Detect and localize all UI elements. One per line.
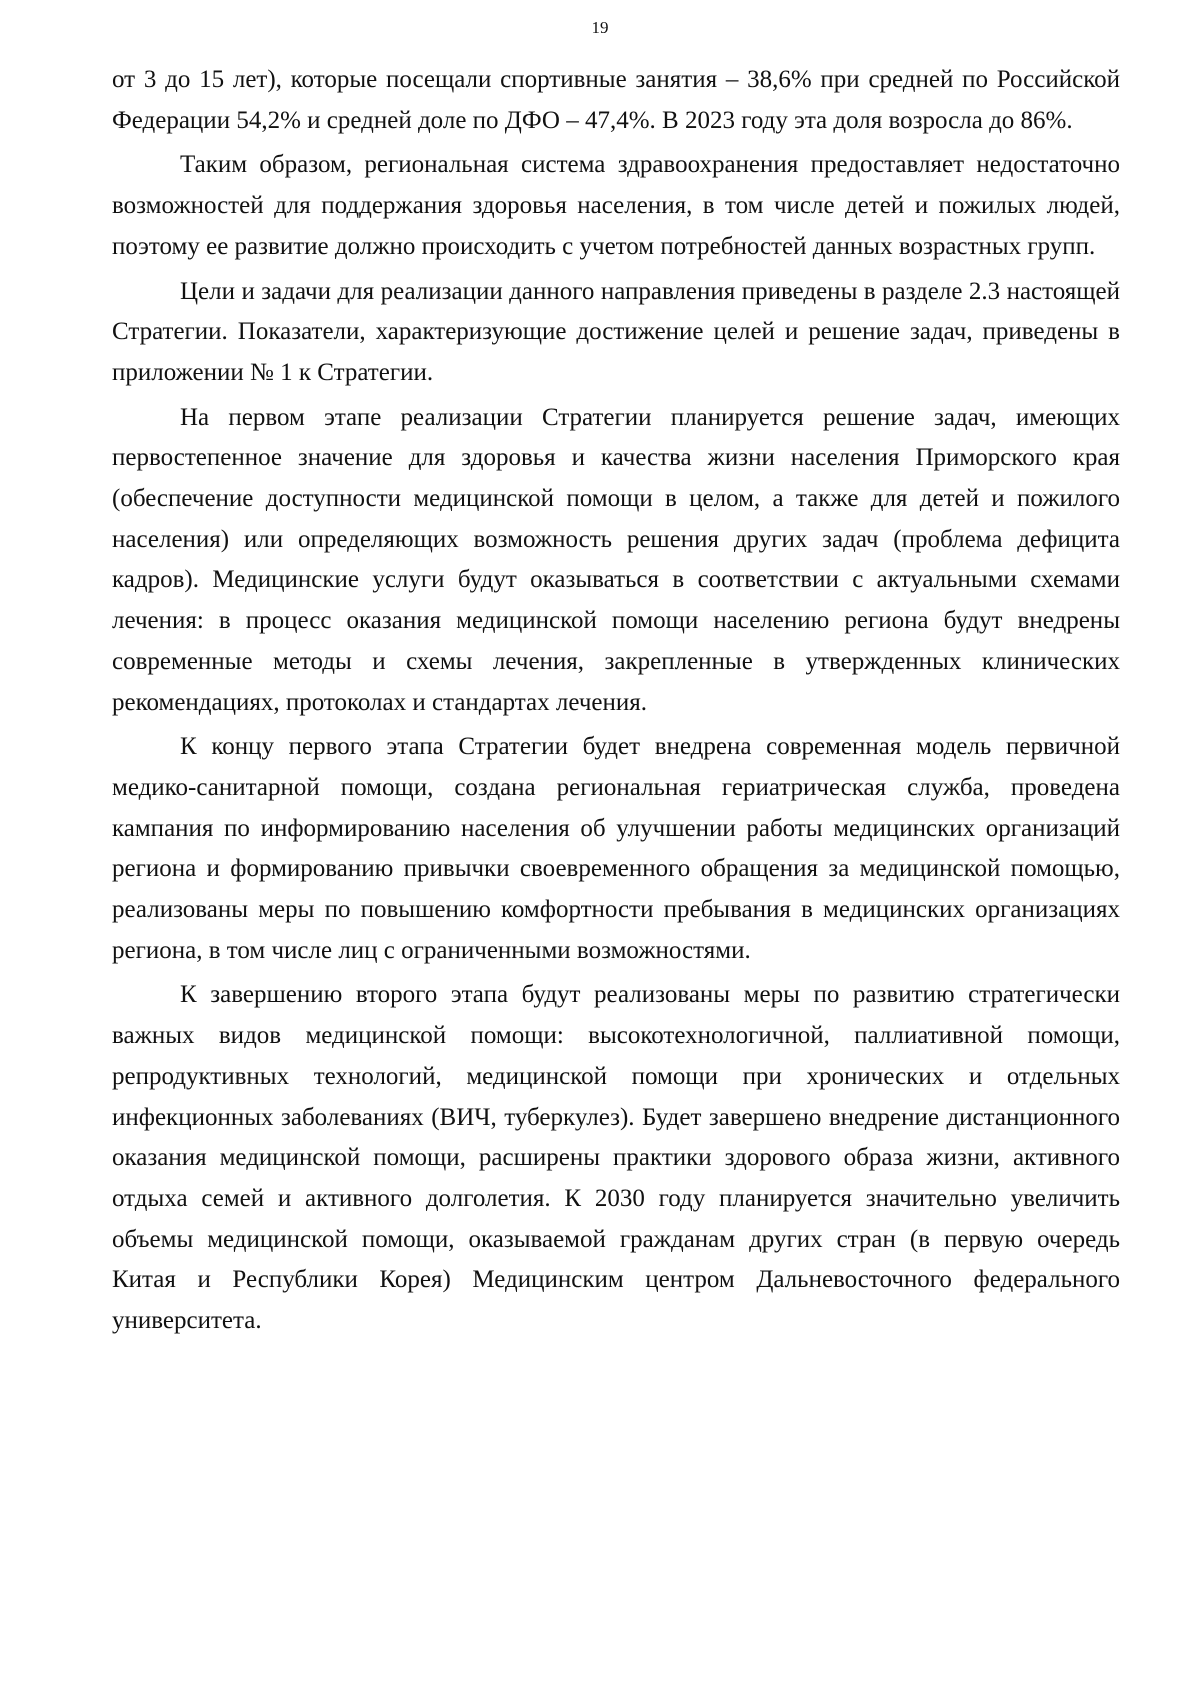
paragraph-3: Цели и задачи для реализации данного направления приведены в разделе 2.3 настоящей Стратегии. Показатели, характеризующие достижение целей и решение задач, приведены в приложении № 1 к Стратегии. <box>112 277 1120 386</box>
page-number: 19 <box>591 18 609 37</box>
paragraph-6: К завершению второго этапа будут реализованы меры по развитию стратегически важных видов медицинской помощи: высокотехнологичной, паллиативной помощи, репродуктивных технологий, медицинской помощи при хронических и отдельных инфекционных заболеваниях (ВИЧ, туберкулез). Будет завершено внедрение дистанционного оказания медицинской помощи, расширены практики здорового образа жизни, активного отдыха семей и активного долголетия. К 2030 году планируется значительно увеличить объемы медицинской помощи, оказываемой гражданам других стран (в первую очередь Китая и Республики Корея) Медицинским центром Дальневосточного федерального университета. <box>112 981 1120 1335</box>
paragraph-4: На первом этапе реализации Стратегии планируется решение задач, имеющих первостепенное значение для здоровья и качества жизни населения Приморского края (обеспечение доступности медицинской помощи в целом, а также для детей и пожилого населения) или определяющих возможность решения других задач (проблема дефицита кадров). Медицинские услуги будут оказываться в соответствии с актуальными схемами лечения: в процесс оказания медицинской помощи населению региона будут внедрены современные методы и схемы лечения, закрепленные в утвержденных клинических рекомендациях, протоколах и стандартах лечения. <box>112 403 1120 716</box>
paragraph-2: Таким образом, региональная система здравоохранения предоставляет недостаточно возможностей для поддержания здоровья населения, в том числе детей и пожилых людей, поэтому ее развитие должно происходить с учетом потребностей данных возрастных групп. <box>112 151 1120 260</box>
paragraph-5: К концу первого этапа Стратегии будет внедрена современная модель первичной медико-санитарной помощи, создана региональная гериатрическая служба, проведена кампания по информированию населения об улучшении работы медицинских организаций региона и формированию привычки своевременного обращения за медицинской помощью, реализованы меры по повышению комфортности пребывания в медицинских организациях региона, в том числе лиц с ограниченными возможностями. <box>112 733 1120 964</box>
document-body <box>112 60 1120 1346</box>
paragraph-1: от 3 до 15 лет), которые посещали спортивные занятия – 38,6% при средней по Российской Федерации 54,2% и средней доле по ДФО – 47,4%. В 2023 году эта доля возросла до 86%. <box>112 66 1120 134</box>
